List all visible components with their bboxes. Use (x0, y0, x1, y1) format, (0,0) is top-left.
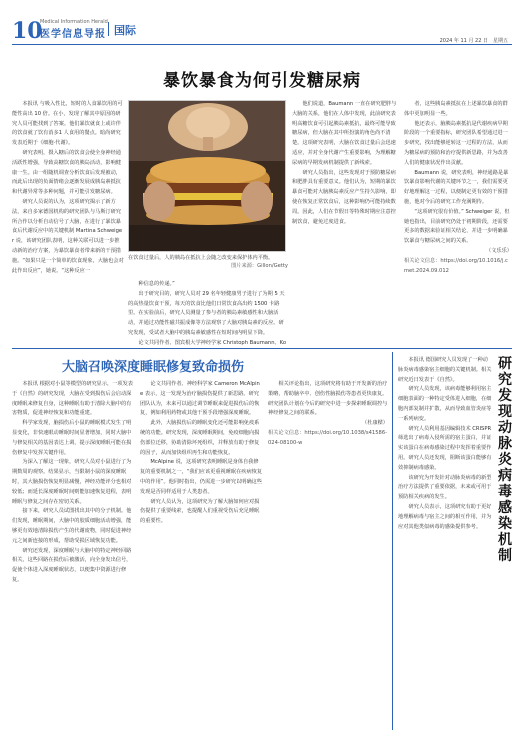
photo-credit: 图片来源：Gillon/Getty (231, 263, 288, 269)
paragraph: 研究人员指出，这些发现对于预防糖尿病和肥胖具有重要意义。他们认为，短期的暴饮暴食可能对大脑胰岛素反应产生持久影响，即使在恢复正常饮食后，这种影响仍可能持续数周。因此，人们在节假日等特殊时期应注意控制饮食，避免过度进食。 (292, 169, 396, 225)
article1-doi: 相关论文信息：https://doi.org/10.1016/j.cmet.2024.09.012 (404, 257, 508, 274)
article1-byline: （文乐乐） (486, 247, 512, 254)
paragraph: 本报讯 根据对小鼠等模型的研究显示，一项发表于《自然》的研究发现，大脑在受到损伤后会启动深度睡眠来修复自身，这种睡眠有助于清除大脑中的有害物质，促进神经恢复和功能重建。 (12, 381, 133, 417)
article1-column-2 (128, 280, 288, 346)
paragraph: 他还表示，脑胰岛素抵抗是代谢疾病早期阶段的一个重要指标，研究团队希望通过进一步研究，找出能够逆转这一过程的方法，从而为糖尿病的预防和治疗提供新思路，并为改善人们的健康状况作出贡献。 (404, 120, 508, 166)
paragraph: 研究人员利用基因编辑技术 CRISPR 筛选出了病毒入侵所需的宿主蛋白，并证实该蛋白在病毒感染过程中发挥着重要作用。研究人员还发现，阻断该蛋白能够有效抑制病毒感染。 (398, 425, 492, 471)
paragraph: 研究表明，摄入糖后的饮食会使全身神经通活跃性增强，导致高糖饮食的胰岛活动，影响健康一生。由一组随机调查分析饮食后发现被动，而此后出现的负面情绪会逐渐发展成胰岛素抵抗和代谢异常等多种问题，并可能引发糖尿病。 (12, 149, 121, 196)
article1-column-4 (404, 100, 512, 345)
paragraph: 接下来，研究人员试图找出其中的分子机制。他们发现，睡眠期间，大脑中的胶质细胞活动增强，能够更有效地清除损伤产生的代谢废物，同时促进神经元之间新连接的形成，帮助受损区域恢复功能。 (12, 508, 132, 544)
paragraph: 本报讯 德国研究人员发现了一种动脉炎病毒感染宿主细胞的关键机制。相关研究近日发表于《自然》。 (398, 357, 492, 383)
paragraph: 科学家发现，脑损伤后小鼠的睡眠模式发生了明显变化，非快速眼动睡眠时间显著增加，同时大脑中与修复相关的基因表达上调，提示深度睡眠可能在损伤修复中发挥关键作用。 (12, 420, 132, 456)
photo-caption (128, 254, 288, 270)
column-divider (392, 352, 393, 730)
caption-text: 在饮食过量后，人的胰岛在抵抗上会随之改变来保护体内平衡。 (128, 255, 274, 261)
paper-name-en: Medical Information Herald (40, 19, 108, 25)
paragraph: 研究还发现，深度睡眠与大脑中的特定神经回路相关，这些回路在损伤后被激活，向全身发出信号，促使个体进入深度睡眠状态，以便集中资源进行修复。 (12, 547, 132, 583)
article3-body (398, 356, 492, 732)
paragraph: 此外，大脑损伤后的睡眠变化还可能影响免疫系统的功能。研究发现，深度睡眠期间，免疫细胞向损伤部位迁移，协助清除坏死组织，并释放有助于修复的因子，从而加快组织再生和功能恢复。 (140, 420, 260, 456)
paragraph: “这项研究很有价值。” Schweiger 说，但她也指出，目前研究仍处于初期阶段，还需要更多的数据来验证相关结论，并进一步明确暴饮暴食与糖尿病之间的关系。 (404, 208, 510, 245)
article3-headline: 研究发现动脉炎病毒感染机制 (498, 356, 512, 564)
paper-name-cn: 医学信息导报 (40, 29, 106, 40)
article2-column-3 (268, 380, 388, 732)
section-divider (12, 348, 512, 349)
paragraph: 他们说道，Baumann 一直在研究肥胖与大脑的关系，他们在人体中发现，此前研究表明高糖饮食可引起胰岛素抵抗，最终可能导致糖尿病，但大脑在其中所扮演的角色尚不清楚。这项研究表明，大脑在饮食过量后会迅速适应，并对全身代谢产生重要影响，为理解糖尿病的早期发病机制提供了新线索。 (292, 101, 397, 166)
article2-headline: 大脑召唤深度睡眠修复致命损伤 (62, 360, 245, 375)
paragraph: 研究人员说的认为，这项研究揭示了新方法，来自多家德国机构的研究团队与马斯汀研究所合作以分析自动信号了大脑，在进行了暴饮暴食后代谢反应中的关键机制 Martina Schweiger 说，该研究团队表明，这种关联可以进一步推动新的治疗方案，为暴饮暴食者带来新的干预措施。“如果只是一个简单的饮食现象，大脑也会对此作出反应”，她说。“这种反应一 (12, 198, 124, 274)
paragraph: 论文共同作者、图宾根大学神经学家 Christoph Baumann、Ko (138, 339, 287, 346)
paragraph: 者，这些胰岛素抵抗在上述暴饮暴食的群体中更加明显一些。 (404, 101, 508, 117)
article2-column-1 (12, 380, 134, 732)
burger-photo (128, 100, 286, 252)
section-label: 国际 (114, 24, 136, 37)
paragraph: 相关评论指出，这项研究将有助于开发新的治疗策略，帮助脑卒中、创伤性脑损伤等患者更快康复。研究团队计划在今后的研究中进一步探索睡眠调控与神经修复之间的联系。 (268, 381, 388, 417)
issue-date: 2024 年 11 月 22 日 星期五 (439, 38, 508, 44)
paragraph: Baumann 说，研究表明，神经通路是暴饮暴食影响代谢的关键环节之一，我们需要更好地理解这一过程，以便制定更有效的干预措施，他对今后的研究工作充满期待。 (404, 169, 509, 205)
page-number: 10 (12, 18, 43, 44)
article2-byline: （杜康樑） (362, 420, 388, 427)
paragraph: 为深入了解这一现象，研究人员对小鼠进行了为期数周的观察。结果显示，当限制小鼠的深度睡眠时，其大脑损伤恢复明显减慢，神经功能评分也相对较低；而延长深度睡眠时间则能加速恢复进程，表明睡眠与修复之间存在密切关系。 (12, 459, 132, 505)
paragraph: 研究人员认为，这项研究为了解大脑如何应对损伤提供了重要线索，也提醒人们重视受伤后充足睡眠的重要性。 (140, 498, 260, 525)
article2-doi: 相关论文信息：https://doi.org/10.1038/s41586-024-08100-w (268, 429, 387, 446)
article1-headline: 暴饮暴食为何引发糖尿病 (163, 71, 361, 91)
top-rule (12, 44, 512, 45)
paragraph: 研究人员发现，该病毒能够利用宿主细胞表面的一种特定受体进入细胞，在细胞内部复制并扩散，从而导致血管炎症等一系列病变。 (398, 386, 492, 422)
masthead-divider (108, 22, 109, 36)
paragraph: 出于研究目的，研究人员对 29 名年轻健康男子进行了为期 5 天的高热量饮食干预，每天的饮食比他们日常饮食高出约 1500 卡路里。在实验前后，研究人员测量了参与者的胰岛素敏感性和大脑活动，并通过功能性磁共振成像等方法观察了大脑对胰岛素的反应。研究发现，受试者大脑中的胰岛素敏感性在短时间内明显下降。 (128, 290, 285, 336)
paragraph: 本报讯 与吸入性比，短时的人食暴饮用的可能性高出 10 倍。在小，发现了解其中原因的研究人员可能找到了答案。他们暴饮就食上或许伴的饮食就了饮有消多1 人食用的餐点。暗尚研究发表近期于《细胞·代谢》。 (12, 101, 123, 147)
paragraph: McAlpine 说，这项研究表明睡眠是身体自我修复的重要机制之一，“我们应该更重视睡眠在疾病恢复中的作用”。他同时指出，仍需进一步研究以明确这些发现是否同样适用于人类患者。 (140, 459, 262, 495)
article1-column-1 (12, 100, 124, 345)
masthead (0, 0, 524, 44)
paragraph: 种信息的传递。” (138, 281, 175, 287)
paragraph: 研究人员表示，这项研究有助于更好地理解病毒与宿主之间的相互作用，并为应对其他类似病毒的感染提供参考。 (398, 503, 492, 530)
article2-column-2 (140, 380, 262, 732)
article1-column-3 (292, 100, 400, 345)
paragraph: 该研究为开发针对动脉炎病毒的新型治疗方法提供了重要依据，未来或可用于预防相关疾病的发生。 (398, 474, 492, 501)
paragraph: 论文共同作者、神经科学家 Cameron McAlpine 表示，这一发现为治疗脑损伤提供了新思路。研究团队认为，未来可以通过调节睡眠来促进损伤后的恢复，例如利用药物或其他干预手段增强深度睡眠。 (140, 381, 260, 417)
burger-photo-illustration (129, 101, 286, 252)
